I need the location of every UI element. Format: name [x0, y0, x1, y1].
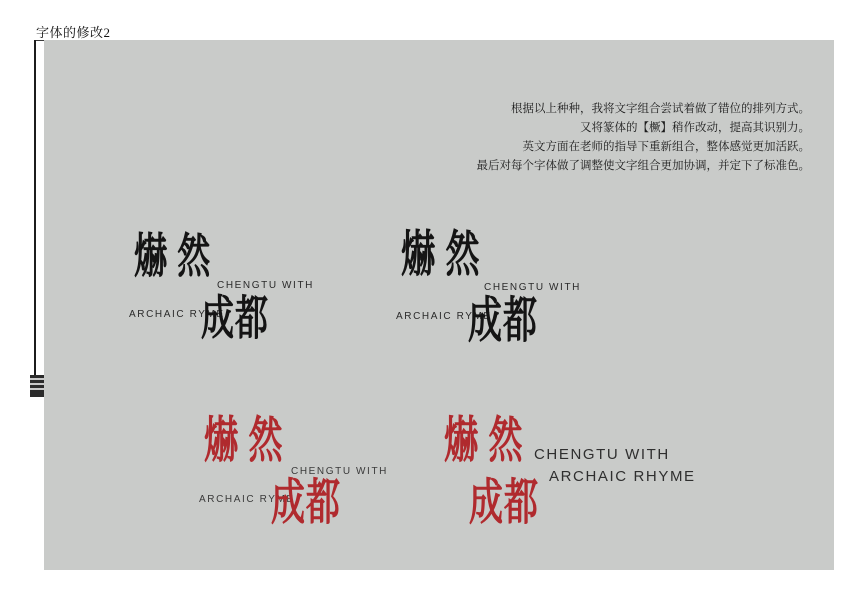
- paragraph-line: 英文方面在老师的指导下重新组合，整体感觉更加活跃。: [522, 141, 810, 153]
- spine-marker: [30, 375, 44, 397]
- logo-english-bottom: ARCHAIC RYME: [199, 494, 295, 505]
- logo-chinese-bottom: 成都: [469, 477, 539, 531]
- paragraph-line: 最后对每个字体做了调整使文字组合更加协调，并定下了标准色。: [476, 160, 810, 172]
- logo-english-top: CHENGTU WITH: [291, 466, 388, 477]
- logo-variant-3: [199, 415, 389, 548]
- logo-chinese-top: 爀 然: [134, 232, 212, 285]
- spine-marker-line: [30, 378, 44, 380]
- logo-chinese-top: 爀 然: [401, 229, 481, 283]
- logo-variant-1: [129, 232, 319, 355]
- description-paragraph: [380, 100, 810, 176]
- spine-marker-line: [30, 388, 44, 390]
- page-title: 字体的修改2: [36, 25, 111, 40]
- artboard: [44, 40, 834, 570]
- logo-variant-4: [439, 415, 696, 553]
- logo-english-top: CHENGTU WITH: [217, 280, 314, 291]
- logo-chinese-bottom: 成都: [201, 294, 269, 347]
- logo-english-top: CHENGTU WITH: [484, 282, 581, 293]
- paragraph-line: 又将篆体的【橛】稍作改动，提高其识别力。: [580, 122, 810, 134]
- logo-chinese-top: 爀 然: [204, 415, 284, 469]
- logo-english-bottom: ARCHAIC RYME: [129, 309, 225, 320]
- left-spine-bar: [34, 40, 36, 375]
- spine-marker-line: [30, 383, 44, 385]
- logo-english-bottom: ARCHAIC RYME: [396, 311, 492, 322]
- paragraph-line: 根据以上种种，我将文字组合尝试着做了错位的排列方式。: [511, 103, 810, 115]
- logo-english-top: CHENGTU WITH: [534, 446, 670, 463]
- logo-variant-2: [396, 229, 586, 357]
- logo-chinese-bottom: 成都: [271, 477, 341, 531]
- logo-chinese-bottom: 成都: [468, 295, 538, 349]
- logo-english-bottom: ARCHAIC RHYME: [549, 468, 696, 485]
- logo-chinese-top: 爀 然: [444, 415, 524, 469]
